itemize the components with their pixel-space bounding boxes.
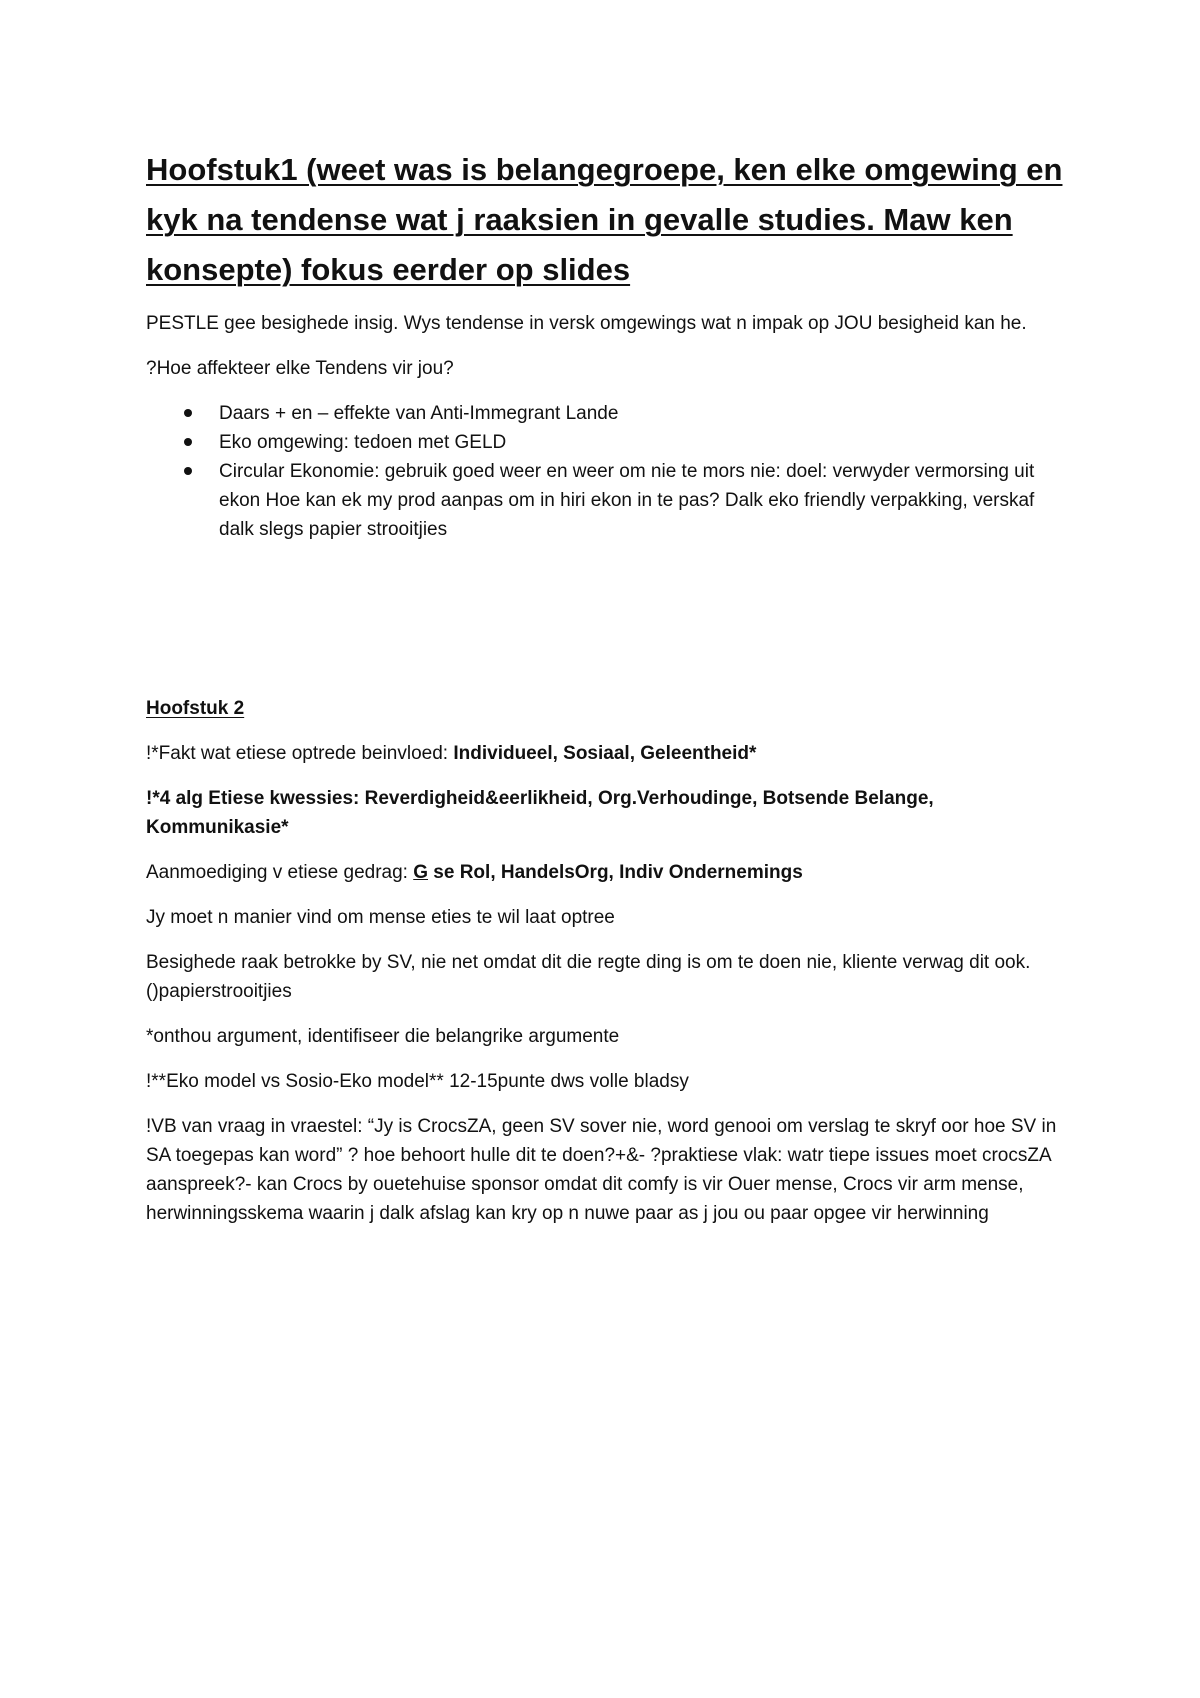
sv-paragraph: Besighede raak betrokke by SV, nie net omdat dit die regte ding is om te doen nie, kliente verwag dit ook.()papierstrooitjies [146, 952, 1031, 1002]
pestle-paragraph: PESTLE gee besighede insig. Wys tendense in versk omgewings wat n impak op JOU besigheid kan he. [146, 313, 1027, 334]
exam-example-paragraph: !VB van vraag in vraestel: “Jy is CrocsZA, geen SV sover nie, word genooi om verslag te skryf oor hoe SV in SA toegepas kan word” ? hoe behoort hulle dit te doen?+&- ?praktiese vlak: watr tiepe issues moet crocsZA aanspreek?- kan Crocs by ouetehuise sponsor omdat dit comfy is vir Ouer mense, Crocs vir arm mense, herwinningsskema waarin j dalk afslag kan kry op n nuwe paar as j jou ou paar opgee vir herwinning [146, 1116, 1057, 1224]
chapter1-heading: Hoofstuk1 (weet was is belangegroepe, ken elke omgewing en kyk na tendense wat j raaksien in gevalle studies. Maw ken konsepte) fokus eerder op slides [146, 152, 1063, 287]
encouragement-bold: se Rol, HandelsOrg, Indiv Ondernemings [428, 862, 803, 883]
bullet-icon [184, 438, 192, 446]
motivation-line: Jy moet n manier vind om mense eties te wil laat optree [146, 907, 615, 928]
bullet-icon [184, 409, 192, 417]
eko-model-line: !**Eko model vs Sosio-Eko model** 12-15punte dws volle bladsy [146, 1071, 689, 1092]
ethics-factors-prefix: !*Fakt wat etiese optrede beinvloed: [146, 743, 454, 764]
list-item-text: Circular Ekonomie: gebruik goed weer en weer om nie te mors nie: doel: verwyder vermorsing uit ekon Hoe kan ek my prod aanpas om in hiri ekon in te pas? Dalk eko friendly verpakking, verskaf dalk slegs papier strooitjies [219, 461, 1035, 540]
tendens-question: ?Hoe affekteer elke Tendens vir jou? [146, 358, 454, 379]
ethics-factors-bold: Individueel, Sosiaal, Geleentheid* [453, 743, 757, 764]
chapter2-heading: Hoofstuk 2 [146, 698, 245, 719]
encouragement-line [146, 858, 1066, 887]
chapter1-bullet-list [146, 399, 1066, 544]
list-item [146, 428, 1066, 457]
ethical-issues-line: !*4 alg Etiese kwessies: Reverdigheid&eerlikheid, Org.Verhoudinge, Botsende Belange, Kommunikasie* [146, 788, 934, 838]
encouragement-g: G [413, 862, 429, 883]
list-item [146, 457, 1066, 544]
list-item-text: Daars + en – effekte van Anti-Immegrant Lande [219, 403, 619, 424]
list-item-text: Eko omgewing: tedoen met GELD [219, 432, 507, 453]
bullet-icon [184, 467, 192, 475]
argument-line: *onthou argument, identifiseer die belangrike argumente [146, 1026, 620, 1047]
document-content [146, 145, 1066, 1228]
ethics-factors-line [146, 739, 1066, 768]
encouragement-prefix: Aanmoediging v etiese gedrag: [146, 862, 414, 883]
list-item [146, 399, 1066, 428]
